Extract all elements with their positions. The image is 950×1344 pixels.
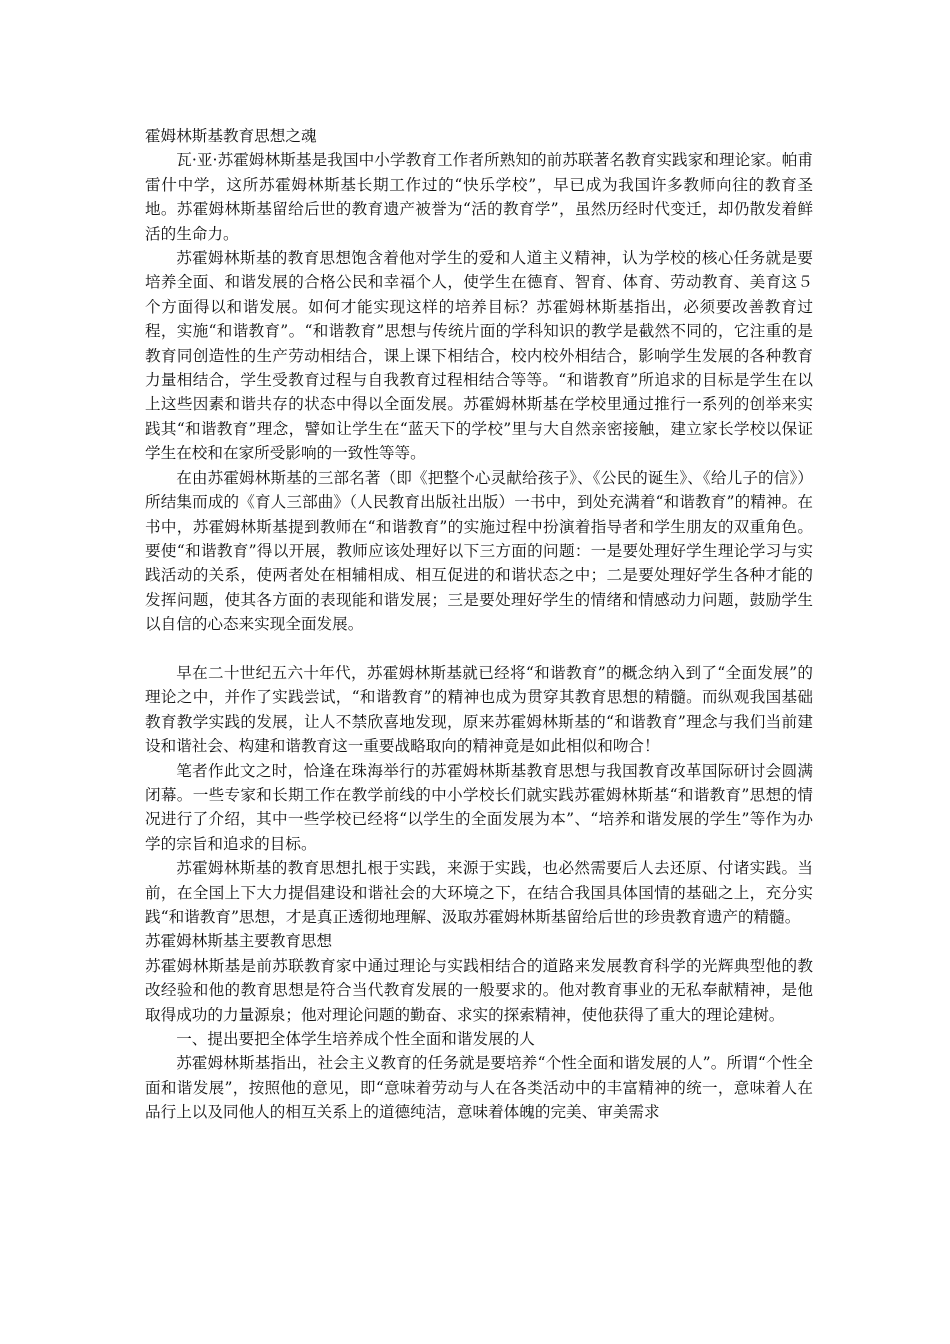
document-page (145, 124, 813, 1125)
point-one-body: 苏霍姆林斯基指出，社会主义教育的任务就是要培养“个性全面和谐发展的人”。所谓“个性全面和谐发展”，按照他的意见，即“意味着劳动与人在各类活动中的丰富精神的统一，意味着人在品行上以及同他人的相互关系上的道德纯洁，意味着体魄的完美、审美需求 (145, 1054, 813, 1122)
document-title: 霍姆林斯基教育思想之魂 (145, 127, 317, 145)
paragraph: 在由苏霍姆林斯基的三部名著（即《把整个心灵献给孩子》、《公民的诞生》、《给儿子的信》）所结集而成的《育人三部曲》（人民教育出版社出版）一书中，到处充满着“和谐教育”的精神。在书中，苏霍姆林斯基提到教师在“和谐教育”的实施过程中扮演着指导者和学生朋友的双重角色。要使“和谐教育”得以开展，教师应该处理好以下三方面的问题：一是要处理好学生理论学习与实践活动的关系，使两者处在相辅相成、相互促进的和谐状态之中；二是要处理好学生各种才能的发挥问题，使其各方面的表现能和谐发展；三是要处理好学生的情绪和情感动力问题，鼓励学生以自信的心态来实现全面发展。 (145, 468, 813, 634)
paragraph: 苏霍姆林斯基的教育思想饱含着他对学生的爱和人道主义精神，认为学校的核心任务就是要培养全面、和谐发展的合格公民和幸福个人，使学生在德育、智育、体育、劳动教育、美育这５个方面得以和谐发展。如何才能实现这样的培养目标？苏霍姆林斯基指出，必须要改善教育过程，实施“和谐教育”。“和谐教育”思想与传统片面的学科知识的教学是截然不同的，它注重的是教育同创造性的生产劳动相结合，课上课下相结合，校内校外相结合，影响学生发展的各种教育力量相结合，学生受教育过程与自我教育过程相结合等等。“和谐教育”所追求的目标是学生在以上这些因素和谐共存的状态中得以全面发展。苏霍姆林斯基在学校里通过推行一系列的创举来实践其“和谐教育”理念，譬如让学生在“蓝天下的学校”里与大自然亲密接触，建立家长学校以保证学生在校和在家所受影响的一致性等等。 (145, 249, 813, 463)
point-one-heading: 一、提出要把全体学生培养成个性全面和谐发展的人 (176, 1030, 535, 1049)
paragraph: 瓦·亚·苏霍姆林斯基是我国中小学教育工作者所熟知的前苏联著名教育实践家和理论家。帕甫雷什中学，这所苏霍姆林斯基长期工作过的“快乐学校”，早已成为我国许多教师向往的教育圣地。苏霍姆林斯基留给后世的教育遗产被誉为“活的教育学”，虽然历经时代变迁，却仍散发着鲜活的生命力。 (145, 151, 813, 243)
section-intro: 苏霍姆林斯基是前苏联教育家中通过理论与实践相结合的道路来发展教育科学的光辉典型他的教改经验和他的教育思想是符合当代教育发展的一般要求的。他对教育事业的无私奉献精神，是他取得成功的力量源泉；他对理论问题的勤奋、求实的探索精神，使他获得了重大的理论建树。 (145, 956, 813, 1024)
paragraph: 笔者作此文之时，恰逢在珠海举行的苏霍姆林斯基教育思想与我国教育改革国际研讨会圆满闭幕。一些专家和长期工作在教学前线的中小学校长们就实践苏霍姆林斯基“和谐教育”思想的情况进行了介绍，其中一些学校已经将“以学生的全面发展为本”、“培养和谐发展的学生”等作为办学的宗旨和追求的目标。 (145, 761, 813, 853)
paragraph: 早在二十世纪五六十年代，苏霍姆林斯基就已经将“和谐教育”的概念纳入到了“全面发展”的理论之中，并作了实践尝试，“和谐教育”的精神也成为贯穿其教育思想的精髓。而纵观我国基础教育教学实践的发展，让人不禁欣喜地发现，原来苏霍姆林斯基的“和谐教育”理念与我们当前建设和谐社会、构建和谐教育这一重要战略取向的精神竟是如此相似和吻合！ (145, 663, 813, 756)
paragraph: 苏霍姆林斯基的教育思想扎根于实践，来源于实践，也必然需要后人去还原、付诸实践。当前，在全国上下大力提倡建设和谐社会的大环境之下，在结合我国具体国情的基础之上，充分实践“和谐教育”思想，才是真正透彻地理解、汲取苏霍姆林斯基留给后世的珍贵教育遗产的精髓。 (145, 859, 813, 926)
paragraph-spacer (145, 637, 813, 661)
section-heading: 苏霍姆林斯基主要教育思想 (145, 932, 333, 951)
